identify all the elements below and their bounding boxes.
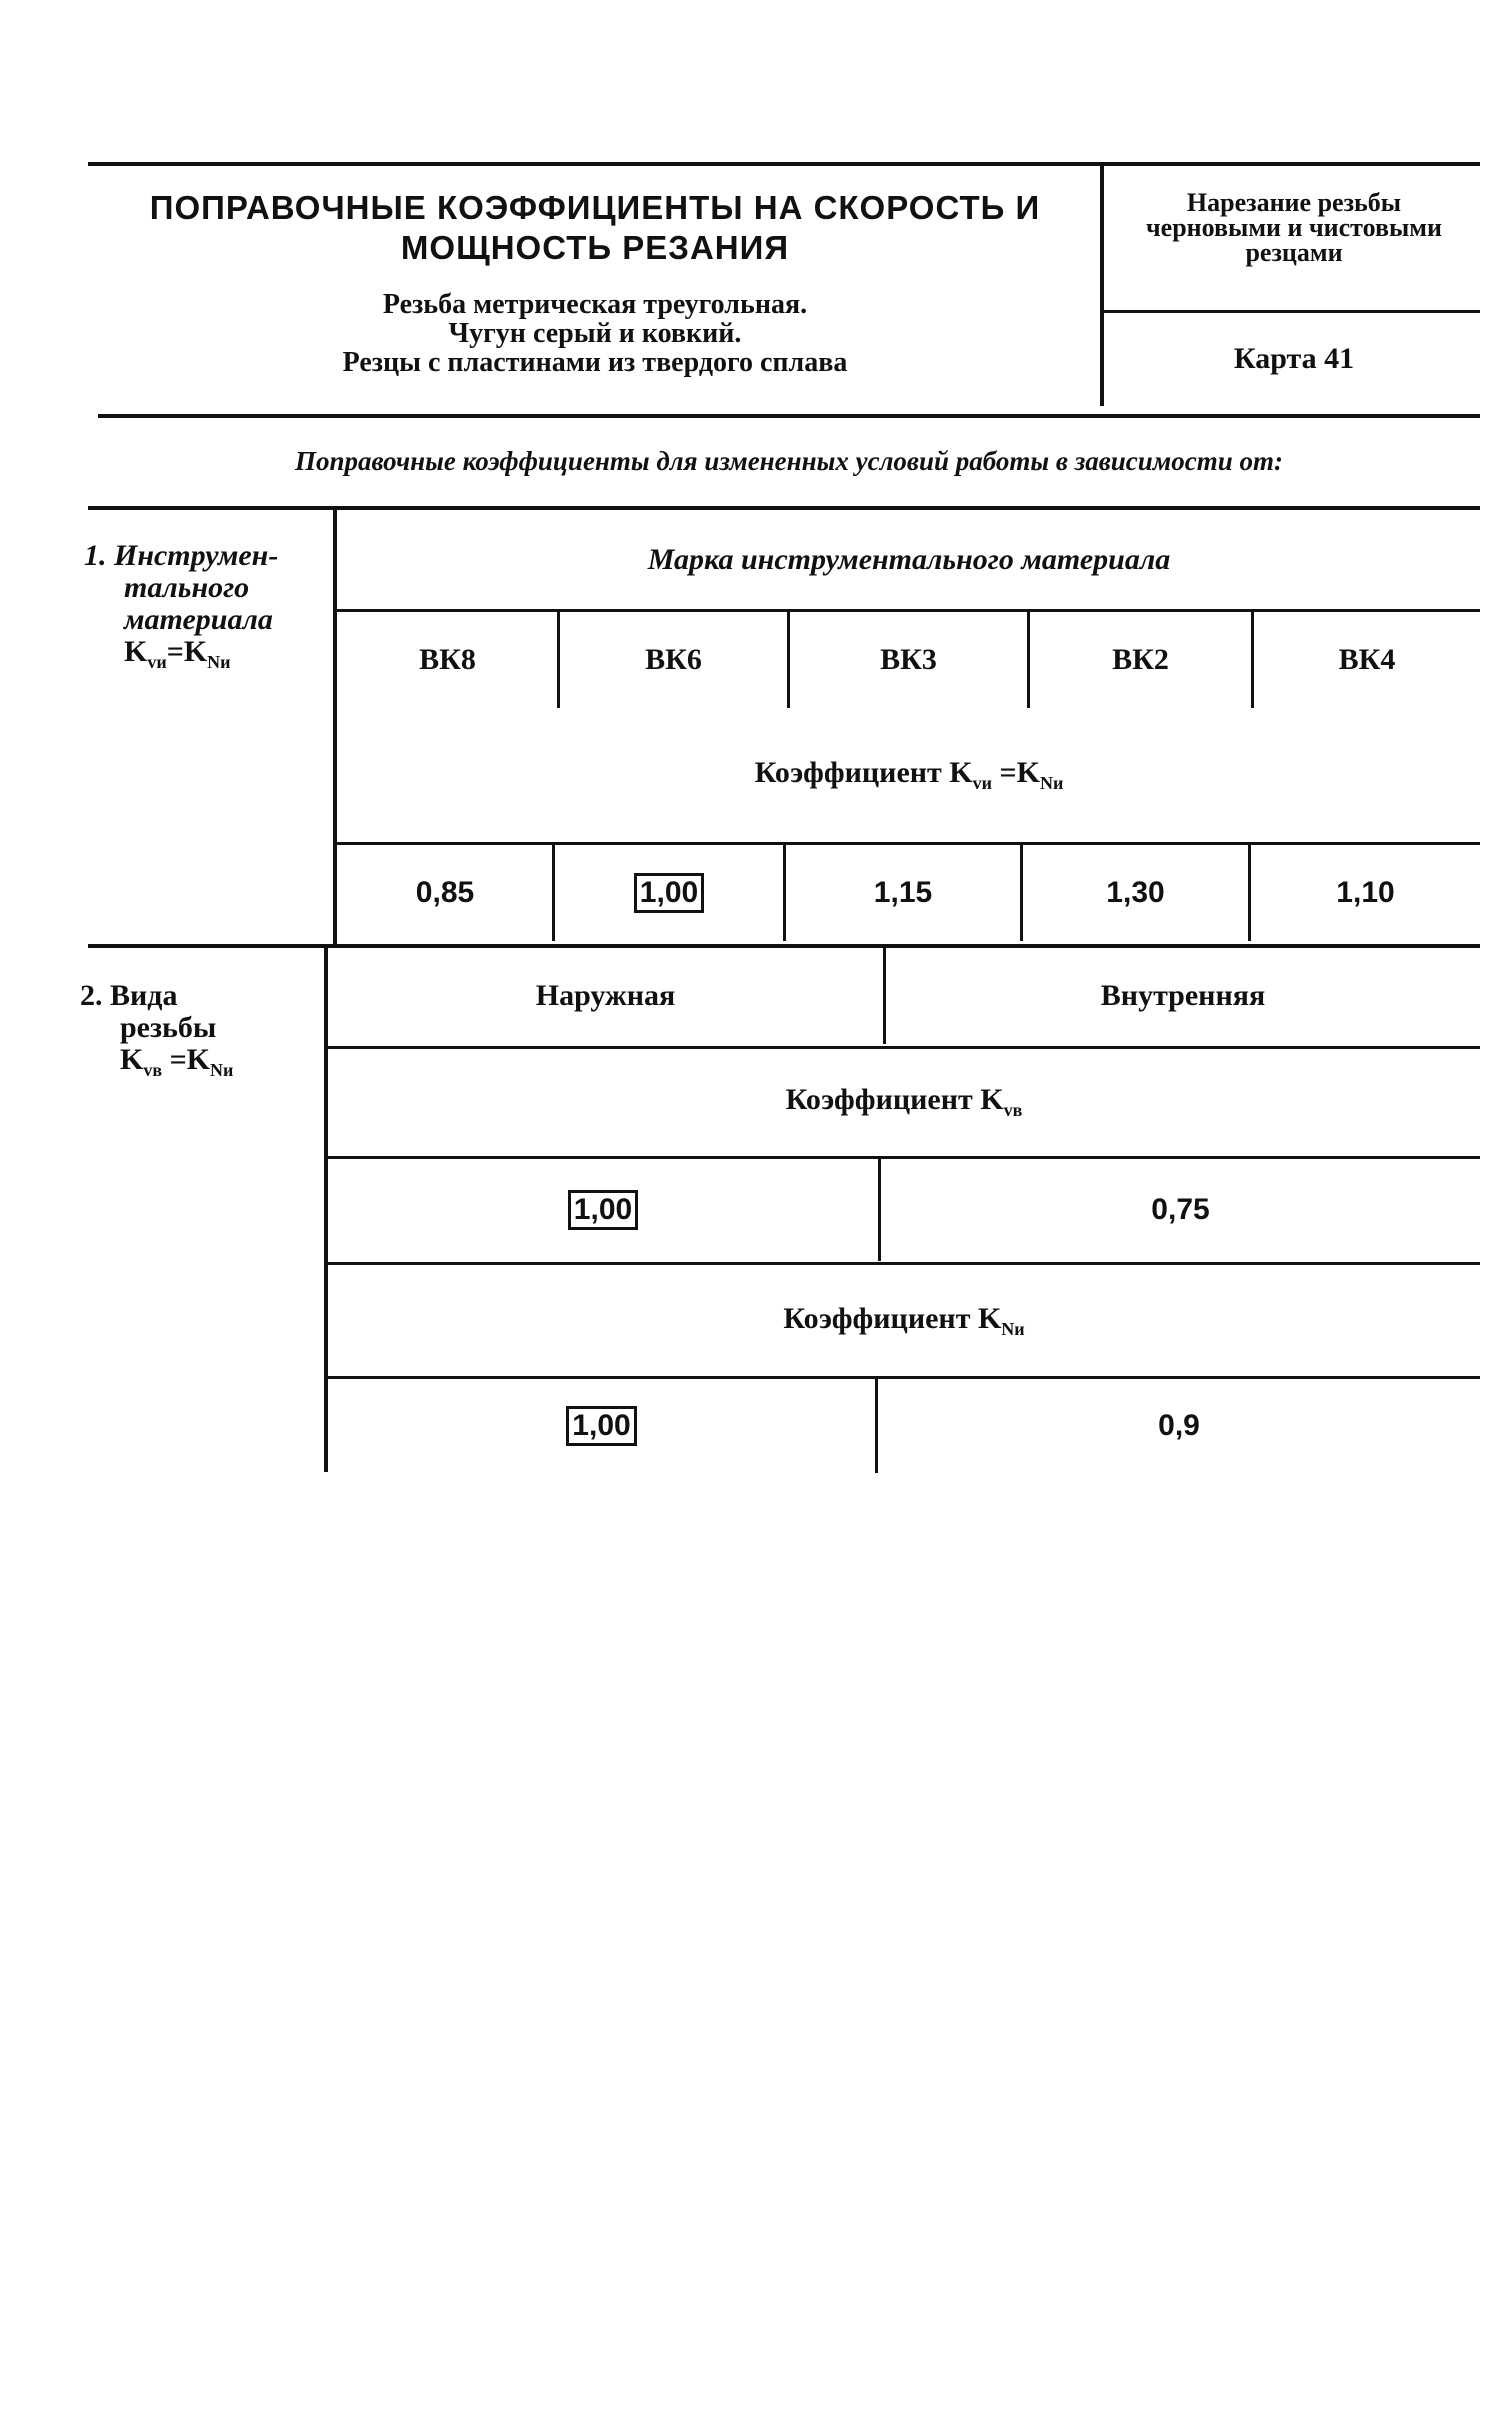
value-vk3: 1,15 xyxy=(873,876,933,909)
section2-label-line1: 2. Вида xyxy=(80,979,178,1012)
header-divider xyxy=(1100,162,1104,406)
grade-vk3: ВК3 xyxy=(880,643,937,676)
kn-external-value: 1,00 xyxy=(566,1406,636,1446)
top-rule xyxy=(88,162,1480,166)
section2-rule-1 xyxy=(328,1046,1480,1049)
value-vk2: 1,30 xyxy=(1106,876,1165,909)
grade-vk6: ВК6 xyxy=(645,643,702,676)
section2-coefficient-v-label: Коэффициент $K_{vв}$ xyxy=(785,1083,1023,1120)
intro-text: Поправочные коэффициенты для измененных условий работы в зависимости от: xyxy=(294,446,1284,476)
side-caption xyxy=(1108,190,1480,265)
value-vk8: 0,85 xyxy=(415,876,475,909)
section2-label xyxy=(80,980,320,1086)
section2-formula: $K_{vв} =K_{Nи}$ xyxy=(120,1043,234,1080)
section1-label-line1: 1. Инструмен- xyxy=(84,539,279,572)
section1-label-line2: тального xyxy=(124,571,250,604)
section1-label-line3: материала xyxy=(124,603,273,636)
section1-left-divider xyxy=(333,508,337,944)
page-subtitle xyxy=(95,290,1095,377)
side-caption-line2: черновыми и чистовыми xyxy=(1145,213,1442,242)
page-title-line1: ПОПРАВОЧНЫЕ КОЭФФИЦИЕНТЫ НА СКОРОСТЬ И xyxy=(149,189,1041,226)
table-top-rule xyxy=(88,506,1480,510)
kv-internal-value: 0,75 xyxy=(1151,1193,1210,1226)
section2-coefficient-n-label: Коэффициент $K_{Nи}$ xyxy=(783,1302,1025,1339)
kv-external-cell xyxy=(328,1159,878,1261)
page-title-line2: МОЩНОСТЬ РЕЗАНИЯ xyxy=(400,229,790,266)
subtitle-line2: Чугун серый и ковкий. xyxy=(448,318,742,349)
grade-vk2: ВК2 xyxy=(1112,643,1169,676)
section1-header: Марка инструментального материала xyxy=(647,543,1171,576)
section2-rule-3 xyxy=(328,1262,1480,1265)
header-bottom-rule xyxy=(98,414,1480,418)
kv-external-value: 1,00 xyxy=(568,1190,638,1230)
subtitle-line3: Резцы с пластинами из твердого сплава xyxy=(342,347,848,378)
kn-external-cell xyxy=(328,1379,875,1473)
value-vk4: 1,10 xyxy=(1336,876,1395,909)
card-number: Карта 41 xyxy=(1233,342,1355,375)
subtitle-line1: Резьба метрическая треугольная. xyxy=(382,289,808,320)
section1-formula: $K_{vи}=K_{Nи}$ xyxy=(124,635,231,672)
section1-label xyxy=(84,540,329,678)
value-vk6: 1,00 xyxy=(634,873,704,913)
side-caption-line3: резцами xyxy=(1245,238,1343,267)
grade-vk4: ВК4 xyxy=(1338,643,1396,676)
thread-external: Наружная xyxy=(535,979,676,1012)
thread-internal: Внутренняя xyxy=(1100,979,1266,1012)
value-vk6-cell xyxy=(555,845,783,941)
kn-internal-value: 0,9 xyxy=(1158,1409,1200,1442)
page-title xyxy=(95,188,1095,268)
grade-vk8: ВК8 xyxy=(419,643,476,676)
side-rule xyxy=(1104,310,1480,313)
section2-label-line2: резьбы xyxy=(120,1011,217,1044)
section1-coefficient-label: Коэффициент $K_{vи} =K_{Nи}$ xyxy=(754,756,1064,793)
side-caption-line1: Нарезание резьбы xyxy=(1186,188,1402,217)
